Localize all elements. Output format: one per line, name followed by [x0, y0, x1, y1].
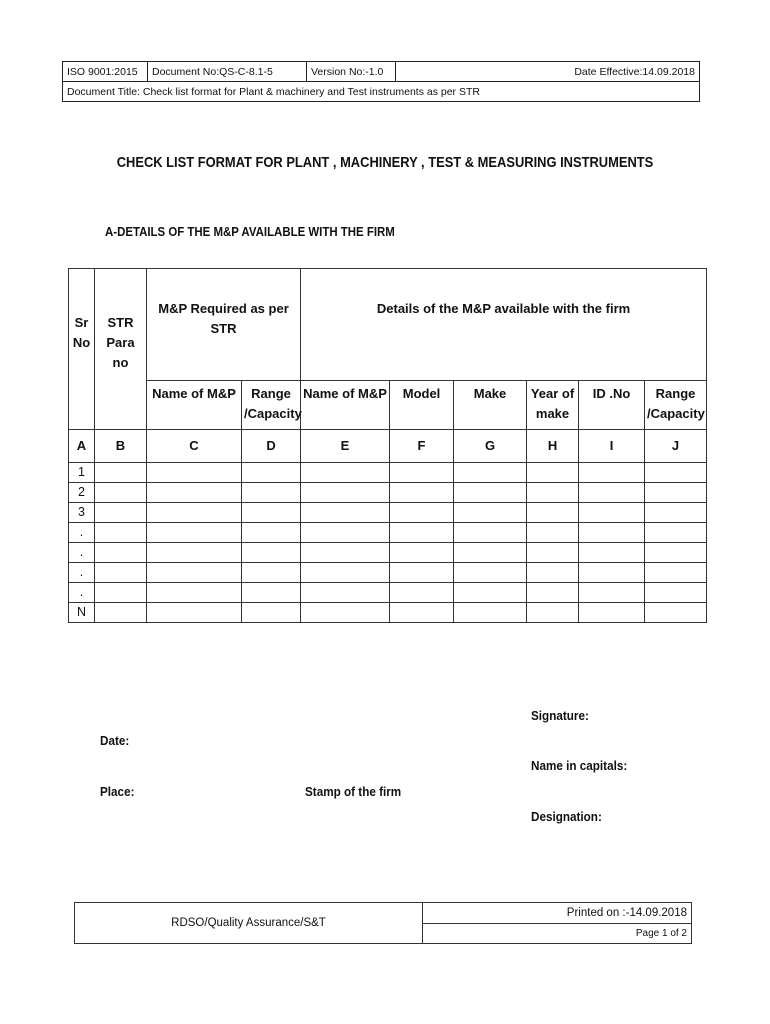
- empty-cell: [301, 583, 390, 603]
- empty-cell: [579, 523, 645, 543]
- empty-cell: [454, 583, 527, 603]
- empty-cell: [390, 463, 454, 483]
- empty-cell: [95, 563, 147, 583]
- column-letter-row: [69, 430, 707, 463]
- empty-cell: [527, 483, 579, 503]
- empty-cell: [390, 583, 454, 603]
- col-header-d: Range /Capacity: [242, 381, 301, 430]
- place-label: Place:: [100, 784, 135, 799]
- empty-cell: [242, 483, 301, 503]
- document-header: [62, 61, 700, 102]
- row-serial: .: [69, 583, 95, 603]
- empty-cell: [579, 563, 645, 583]
- row-serial: .: [69, 543, 95, 563]
- signature-label: Signature:: [531, 708, 589, 723]
- empty-cell: [390, 503, 454, 523]
- table-row: [69, 563, 707, 583]
- empty-cell: [645, 463, 707, 483]
- document-footer: [74, 902, 692, 944]
- empty-cell: [645, 523, 707, 543]
- doc-no-cell: Document No:QS-C-8.1-5: [148, 62, 307, 82]
- empty-cell: [242, 603, 301, 623]
- empty-cell: [147, 563, 242, 583]
- empty-cell: [527, 603, 579, 623]
- empty-cell: [645, 563, 707, 583]
- empty-cell: [147, 483, 242, 503]
- empty-cell: [390, 603, 454, 623]
- date-effective-cell: Date Effective:14.09.2018: [396, 62, 700, 82]
- letter-c: C: [147, 430, 242, 463]
- empty-cell: [527, 463, 579, 483]
- letter-e: E: [301, 430, 390, 463]
- letter-h: H: [527, 430, 579, 463]
- row-serial: N: [69, 603, 95, 623]
- empty-cell: [147, 583, 242, 603]
- row-serial: .: [69, 563, 95, 583]
- empty-cell: [95, 583, 147, 603]
- empty-cell: [454, 543, 527, 563]
- col-header-j: Range /Capacity: [645, 381, 707, 430]
- stamp-label: Stamp of the firm: [305, 784, 402, 799]
- empty-cell: [390, 563, 454, 583]
- empty-cell: [301, 563, 390, 583]
- empty-cell: [301, 523, 390, 543]
- empty-cell: [579, 503, 645, 523]
- empty-cell: [301, 543, 390, 563]
- row-serial: 1: [69, 463, 95, 483]
- empty-cell: [95, 503, 147, 523]
- empty-cell: [645, 503, 707, 523]
- empty-cell: [301, 483, 390, 503]
- mp-details-table: [68, 268, 707, 623]
- letter-g: G: [454, 430, 527, 463]
- empty-cell: [454, 503, 527, 523]
- empty-cell: [147, 523, 242, 543]
- table-row: [69, 543, 707, 563]
- empty-cell: [301, 463, 390, 483]
- col-header-f: Model: [390, 381, 454, 430]
- col-header-e: Name of M&P: [301, 381, 390, 430]
- empty-cell: [242, 583, 301, 603]
- empty-cell: [95, 483, 147, 503]
- date-label: Date:: [100, 733, 130, 748]
- empty-cell: [454, 523, 527, 543]
- table-row: [69, 483, 707, 503]
- empty-cell: [579, 483, 645, 503]
- empty-cell: [645, 483, 707, 503]
- section-heading: A-DETAILS OF THE M&P AVAILABLE WITH THE FIRM: [105, 224, 395, 239]
- empty-cell: [147, 603, 242, 623]
- empty-cell: [527, 543, 579, 563]
- empty-cell: [301, 503, 390, 523]
- row-serial: 3: [69, 503, 95, 523]
- letter-i: I: [579, 430, 645, 463]
- letter-d: D: [242, 430, 301, 463]
- empty-cell: [579, 543, 645, 563]
- empty-cell: [242, 563, 301, 583]
- row-serial: 2: [69, 483, 95, 503]
- empty-cell: [242, 523, 301, 543]
- version-cell: Version No:-1.0: [307, 62, 396, 82]
- col-header-h: Year of make: [527, 381, 579, 430]
- empty-cell: [390, 543, 454, 563]
- iso-cell: ISO 9001:2015: [63, 62, 148, 82]
- empty-cell: [95, 543, 147, 563]
- available-group-header: Details of the M&P available with the firm: [301, 269, 707, 381]
- table-row: [69, 523, 707, 543]
- footer-org: RDSO/Quality Assurance/S&T: [75, 903, 423, 944]
- name-in-capitals-label: Name in capitals:: [531, 758, 628, 773]
- empty-cell: [454, 483, 527, 503]
- table-row: [69, 583, 707, 603]
- empty-cell: [95, 463, 147, 483]
- empty-cell: [390, 483, 454, 503]
- empty-cell: [95, 523, 147, 543]
- col-header-i: ID .No: [579, 381, 645, 430]
- letter-f: F: [390, 430, 454, 463]
- page-title: CHECK LIST FORMAT FOR PLANT , MACHINERY , TEST & MEASURING INSTRUMENTS: [116, 154, 654, 171]
- empty-cell: [242, 463, 301, 483]
- doc-title-cell: Document Title: Check list format for Plant & machinery and Test instruments as per STR: [63, 82, 700, 102]
- empty-cell: [147, 463, 242, 483]
- letter-b: B: [95, 430, 147, 463]
- empty-cell: [242, 543, 301, 563]
- str-para-header: STR Para no: [95, 269, 147, 430]
- empty-cell: [454, 563, 527, 583]
- empty-cell: [147, 543, 242, 563]
- letter-j: J: [645, 430, 707, 463]
- empty-cell: [579, 583, 645, 603]
- empty-cell: [579, 603, 645, 623]
- required-group-header: M&P Required as per STR: [147, 269, 301, 381]
- empty-cell: [645, 583, 707, 603]
- table-row: [69, 603, 707, 623]
- col-header-g: Make: [454, 381, 527, 430]
- empty-cell: [95, 603, 147, 623]
- table-row: [69, 463, 707, 483]
- empty-cell: [390, 523, 454, 543]
- empty-cell: [454, 603, 527, 623]
- empty-cell: [645, 543, 707, 563]
- empty-cell: [527, 563, 579, 583]
- empty-cell: [242, 503, 301, 523]
- footer-page: Page 1 of 2: [423, 923, 692, 944]
- empty-cell: [454, 463, 527, 483]
- designation-label: Designation:: [531, 809, 602, 824]
- col-header-c: Name of M&P: [147, 381, 242, 430]
- footer-printed: Printed on :-14.09.2018: [423, 903, 692, 924]
- empty-cell: [579, 463, 645, 483]
- row-serial: .: [69, 523, 95, 543]
- empty-cell: [527, 503, 579, 523]
- empty-cell: [527, 583, 579, 603]
- table-row: [69, 503, 707, 523]
- empty-cell: [527, 523, 579, 543]
- empty-cell: [645, 603, 707, 623]
- letter-a: A: [69, 430, 95, 463]
- empty-cell: [301, 603, 390, 623]
- sr-no-header: Sr No: [69, 269, 95, 430]
- empty-cell: [147, 503, 242, 523]
